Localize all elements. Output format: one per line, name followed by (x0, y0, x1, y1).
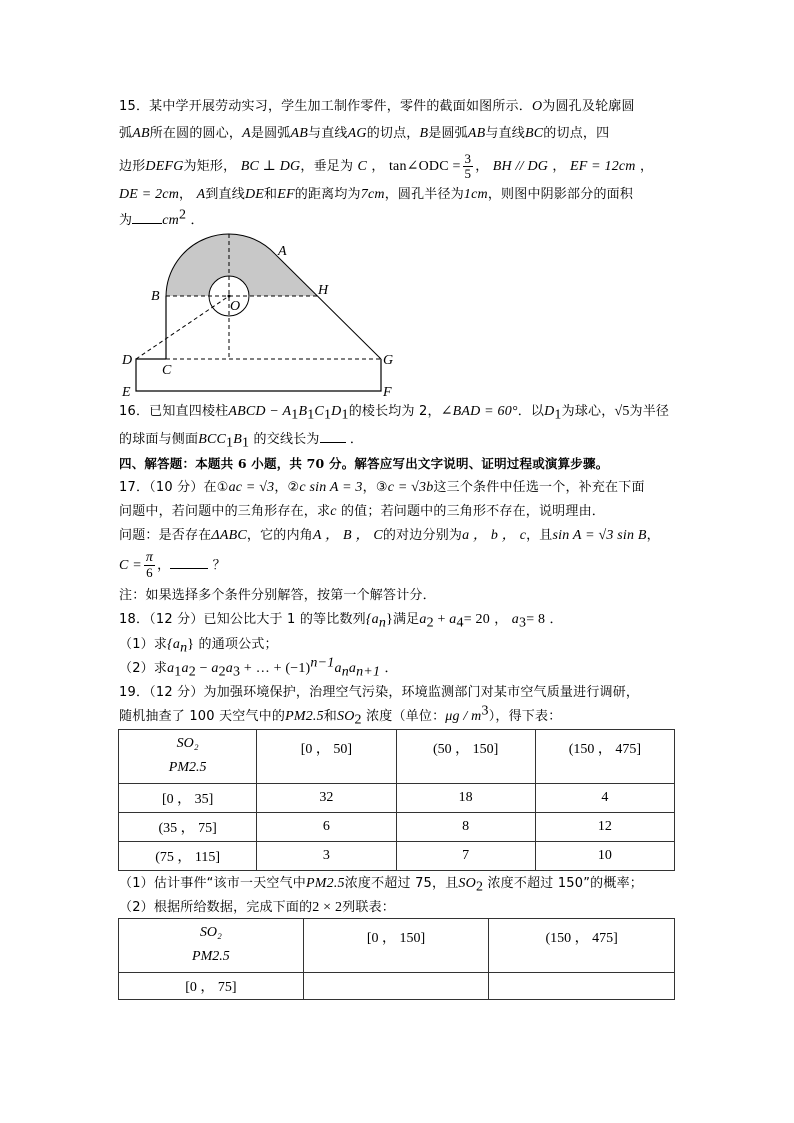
header-pm25: PM2.5 (192, 949, 230, 964)
column-header (489, 919, 675, 973)
math-EF: EF (277, 187, 295, 202)
table-header-row (119, 919, 675, 973)
q16-text: 的球面与侧面 (119, 432, 199, 447)
column-header-text: [0 ， 50] (300, 742, 353, 757)
table-header-row (119, 730, 675, 784)
q17-line-3 (119, 528, 660, 544)
q17-text: 的对边分别为 (382, 528, 463, 543)
table-cell: 6 (257, 813, 396, 842)
math-sqrt5: √5 (614, 404, 630, 419)
math-pm25: PM2.5 (306, 876, 345, 891)
q15-text: 为矩形， (183, 159, 237, 174)
q17-text: 问题中，若问题中的三角形存在，求 (119, 504, 331, 519)
math-1cm: 1cm (463, 187, 488, 202)
q19-part-1: （1）估计事件“该市一天空气中PM2.5浓度不超过 75，且$SO_2$ 浓度不超过 150”的概率； (119, 876, 643, 895)
q17-text: ？ (212, 558, 226, 573)
frac-den: 6 (146, 565, 153, 580)
column-header (535, 730, 674, 784)
table-cell: 8 (396, 813, 535, 842)
q15-text: 与直线 (485, 126, 525, 141)
q15-text: 和 (264, 187, 278, 202)
q18-text: ． (549, 612, 563, 627)
row-label: [0 ， 35] (119, 784, 257, 813)
math-AG: AG (347, 126, 367, 141)
math-face: BCC (198, 432, 227, 447)
math-c: c (330, 504, 337, 519)
q19-text: ），得下表： (488, 709, 562, 724)
label-E: E (122, 385, 131, 400)
q16-text: ．以 (517, 404, 545, 419)
label-G: G (383, 353, 394, 368)
column-header (257, 730, 396, 784)
q18-text: 18．（12 分）已知公比大于 1 的等比数列 (119, 612, 366, 627)
label-O: O (230, 299, 241, 314)
q18-part-1: （1）求$\{a_n\}$ 的通项公式； (119, 637, 278, 656)
q15-text: ． (190, 213, 204, 228)
column-header-text: (50 ， 150] (432, 742, 499, 757)
math-perp: BC ⊥ DG (240, 159, 301, 174)
math-O: O (531, 99, 543, 114)
table-cell: 18 (396, 784, 535, 813)
q15-text: 是圆弧 (250, 126, 291, 141)
math-sides: a ， b ， c (462, 528, 527, 543)
math-AB: AB (132, 126, 150, 141)
answer-blank[interactable] (170, 556, 208, 569)
math-angle: ∠BAD = 60° (440, 404, 518, 419)
q16-text: 16．已知直四棱柱 (119, 404, 229, 419)
table-cell: 4 (535, 784, 674, 813)
q17-line-1 (119, 480, 645, 496)
math-pm25: PM2.5 (285, 709, 324, 724)
table-cell: 10 (535, 842, 674, 871)
math-eq-20: = 20 (463, 612, 490, 627)
q19-text: 浓度（单位： (366, 709, 446, 724)
column-header-text: (150 ， 475] (545, 931, 618, 946)
q16-line-1: 16．已知直四棱柱ABCD − $A_1B_1C_1D_1$的棱长均为 2，∠BAD = 60°．以$D_1$为球心，√5为半径 (119, 404, 670, 423)
table-cell-empty[interactable] (489, 973, 675, 1000)
corner-header (119, 730, 257, 784)
frac-num: π (145, 550, 154, 565)
q15-text: 15．某中学开展劳动实习，学生加工制作零件，零件的截面如图所示． (119, 99, 532, 114)
math-so2: SO (458, 876, 476, 891)
label-A: A (278, 244, 287, 259)
label-C: C (162, 363, 172, 378)
table-row (119, 784, 675, 813)
contingency-table (118, 918, 675, 1000)
table-row (119, 973, 675, 1000)
math-so2: SO (337, 709, 355, 724)
math-unit: cm (162, 213, 179, 228)
q19-text: 列联表： (342, 900, 395, 915)
math-7cm: 7cm (360, 187, 385, 202)
label-H: H (318, 283, 329, 298)
row-label: (35 ， 75] (119, 813, 257, 842)
header-pm25: PM2.5 (168, 760, 207, 775)
math-parallel: BH // DG (492, 159, 549, 174)
math-A: A (242, 126, 251, 141)
table-cell: 12 (535, 813, 674, 842)
table-cell-empty[interactable] (303, 973, 489, 1000)
math-prism: ABCD − A (228, 404, 292, 419)
math-ef: EF = 12cm (569, 159, 636, 174)
q17-text: 17．（10 分）在① (119, 480, 229, 495)
q15-text: 是圆弧 (428, 126, 468, 141)
fraction-pi-6 (144, 551, 155, 580)
q17-text: 问题：是否存在 (119, 528, 212, 543)
label-D: D (122, 353, 133, 368)
q19-part-2 (119, 900, 395, 916)
math-AB: AB (467, 126, 486, 141)
q19-text: （2）根据所给数据，完成下面的 (119, 900, 313, 915)
corner-header (119, 919, 304, 973)
label-B: B (151, 289, 160, 304)
math-angles: A ， B ， C (312, 528, 383, 543)
math-de: DE = 2cm (119, 187, 180, 202)
math-unit: μg / m (445, 709, 482, 724)
q16-text: 为半径 (629, 404, 670, 419)
q17-text: 这三个条件中任选一个，补充在下面 (433, 480, 645, 495)
condition-2: c sin A = 3 (299, 480, 363, 495)
q15-text: 的距离均为 (294, 187, 361, 202)
table-cell: 32 (257, 784, 396, 813)
q15-text: 的切点，四 (543, 126, 610, 141)
math-AB: AB (290, 126, 309, 141)
table-row (119, 842, 675, 871)
q16-text: 的交线长为 (253, 432, 320, 447)
q15-text: 与直线 (308, 126, 348, 141)
column-header-text: [0 ， 150] (366, 931, 426, 946)
q16-text: ． (349, 432, 364, 447)
q15-text: 弧 (119, 126, 133, 141)
q15-text: ， (179, 187, 193, 202)
math-eq-8: = 8 (526, 612, 546, 627)
q17-text: ，② (274, 480, 300, 495)
q15-text: 到直线 (205, 187, 245, 202)
q15-text: 为圆孔及轮廓圆 (542, 99, 635, 114)
table-cell: 3 (257, 842, 396, 871)
q15-line-3: 边形DEFG为矩形， BC ⊥ DG，垂足为 C ， tan∠ODC = $\frac{3}{5}$ ， BH // DG ， EF = 12cm ， (119, 151, 654, 181)
math-sin-eq: sin A = √3 sin B (552, 528, 647, 543)
frac-num: 3 (464, 151, 472, 166)
q16-line-2: 的球面与侧面$BCC_1B_1$ 的交线长为 ． (119, 432, 364, 451)
q15-figure (0, 0, 794, 423)
q15-text: 边形 (119, 159, 146, 174)
q15-text: ，则图中阴影部分的面积 (487, 187, 634, 202)
q17-line-2 (119, 504, 605, 520)
row-label: [0 ， 75] (119, 973, 304, 1000)
q15-text: ，垂足为 (300, 159, 354, 174)
q19-text: 和 (323, 709, 337, 724)
rect-DEFG (136, 359, 381, 391)
condition-1: ac = √3 (228, 480, 275, 495)
q18-text: 的通项公式； (198, 637, 278, 652)
math-a2: a (419, 612, 427, 627)
header-so2: SO₂ (199, 925, 222, 940)
q18-line-1: 18．（12 分）已知公比大于 1 的等比数列$\{a_n\}$满足$a_2 + a_4= 20$ ， $a_3= 8$ ． (119, 612, 563, 631)
q18-part-2: （2）求$a_1a_2 - a_2a_3$ + … + $(-1)^{n-1}a_na_{n+1}$ ． (119, 655, 398, 680)
q17-note: 注：如果选择多个条件分别解答，按第一个解答计分． (119, 588, 436, 603)
q19-text: 浓度不超过 75，且 (344, 876, 459, 891)
math-tan: tan∠ODC = (388, 159, 461, 174)
line-AG (275, 254, 381, 359)
math-A: A (196, 187, 206, 202)
q17-line-4: C = $\frac{\pi}{6}$ ， ？ (119, 550, 226, 580)
q15-text: 所在圆的圆心， (149, 126, 243, 141)
q19-text: 随机抽查了 100 天空气中的 (119, 709, 286, 724)
q17-text: ，它的内角 (246, 528, 313, 543)
math-triangle: ΔABC (211, 528, 247, 543)
column-header (396, 730, 535, 784)
math-C-eq: C = (119, 558, 142, 573)
q15-text: ，圆孔半径为 (384, 187, 464, 202)
q15-text: 的切点， (366, 126, 420, 141)
superscript: 2 (178, 207, 187, 223)
column-header-text: (150 ， 475] (568, 742, 642, 757)
frac-den: 5 (464, 166, 472, 181)
q17-text: 的值；若问题中的三角形不存在，说明理由． (340, 504, 605, 519)
q19-text: 浓度不超过 150”的概率； (487, 876, 643, 891)
q16-text: 的棱长均为 2， (348, 404, 441, 419)
column-header (303, 919, 489, 973)
math-DEFG: DEFG (145, 159, 184, 174)
q17-text: ，且 (526, 528, 553, 543)
q18-text: ． (384, 661, 398, 676)
condition-3: c = √3b (387, 480, 434, 495)
data-table-1 (118, 729, 675, 871)
math-B: B (419, 126, 429, 141)
math-C: C (357, 159, 368, 174)
math-D1: D (544, 404, 555, 419)
q18-text: （1）求 (119, 637, 168, 652)
section-heading: 四、解答题：本题共 6 小题，共 70 分。解答应写出文字说明、证明过程或演算步骤。 (119, 456, 609, 471)
q17-text: ，③ (362, 480, 388, 495)
q19-text: （1）估计事件“该市一天空气中 (119, 876, 307, 891)
label-F: F (383, 385, 392, 400)
q18-text: 满足 (392, 612, 420, 627)
q19-line-1: 19．（12 分）为加强环境保护，治理空气污染，环境监测部门对某市空气质量进行调研， (119, 685, 640, 700)
math-seq: {a (365, 612, 379, 627)
math-BC: BC (525, 126, 544, 141)
q17-text: ， (646, 528, 660, 543)
q16-text: 为球心， (561, 404, 615, 419)
row-label: (75 ， 115] (119, 842, 257, 871)
q15-text: 为 (119, 213, 133, 228)
center-dot (228, 295, 231, 298)
table-cell: 7 (396, 842, 535, 871)
answer-blank[interactable] (320, 430, 346, 443)
math-2x2: 2 × 2 (312, 900, 343, 915)
table-row (119, 813, 675, 842)
math-DE: DE (244, 187, 265, 202)
q18-text: （2）求 (119, 661, 168, 676)
header-so2: SO₂ (176, 736, 199, 751)
q19-line-2: 随机抽查了 100 天空气中的PM2.5和$SO_2$ 浓度（单位：μg / $m^3$），得下表： (119, 703, 562, 728)
